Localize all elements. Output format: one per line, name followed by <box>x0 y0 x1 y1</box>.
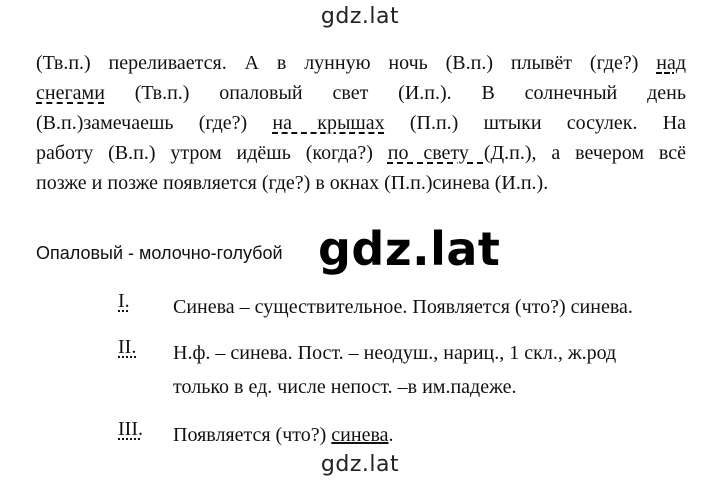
paragraph-line-5 <box>36 168 686 198</box>
subject-underlined: синева <box>331 424 389 446</box>
watermark-bottom: gdz.lat <box>320 452 400 477</box>
analysis-item-1 <box>118 290 633 324</box>
text-run: (Д.п.), а вечером всё <box>483 142 687 164</box>
paragraph-line-3 <box>36 108 686 138</box>
adverbial-underlined: над <box>656 52 686 74</box>
item-text <box>173 336 616 404</box>
text-run: (В.п.)замечаешь (где?) <box>36 112 273 134</box>
text-run: (Тв.п.) опаловый свет (И.п.). В солнечный день <box>104 82 686 104</box>
text-run: . <box>388 424 394 446</box>
text-run: (П.п.) штыки сосулек. На <box>384 112 687 134</box>
definition-line: Опаловый - молочно-голубой <box>36 243 283 263</box>
adverbial-underlined: снегами <box>36 82 105 104</box>
adverbial-underlined: по свету <box>387 142 484 164</box>
item-number: I. <box>118 290 130 312</box>
analysis-item-2 <box>118 336 616 404</box>
watermark-middle: gdz.lat <box>318 222 501 276</box>
paragraph-line-1 <box>36 48 686 78</box>
item-text-line: только в ед. числе непост. –в им.падеже. <box>173 376 517 398</box>
text-run: позже и позже появляется (где?) в окнах (П.п.)синева (И.п.). <box>36 172 549 194</box>
item-text: Синева – существительное. Появляется (что?) синева. <box>173 296 633 318</box>
watermark-top: gdz.lat <box>320 4 400 29</box>
text-run: работу (В.п.) утром идёшь (когда?) <box>36 142 388 164</box>
text-paragraph <box>36 48 686 198</box>
text-run: (Тв.п.) переливается. А в лунную ночь (В.п.) плывёт (где?) <box>36 52 657 74</box>
analysis-item-3 <box>118 418 394 452</box>
adverbial-underlined: на крышах <box>272 112 385 134</box>
item-text-line: Н.ф. – синева. Пост. – неодуш., нариц., 1 скл., ж.род <box>173 342 617 364</box>
paragraph-line-4 <box>36 138 686 168</box>
text-run: Появляется (что?) <box>173 424 332 446</box>
paragraph-line-2 <box>36 78 686 108</box>
item-text <box>173 418 394 452</box>
item-number: II. <box>118 336 137 358</box>
item-number: III. <box>118 418 143 440</box>
